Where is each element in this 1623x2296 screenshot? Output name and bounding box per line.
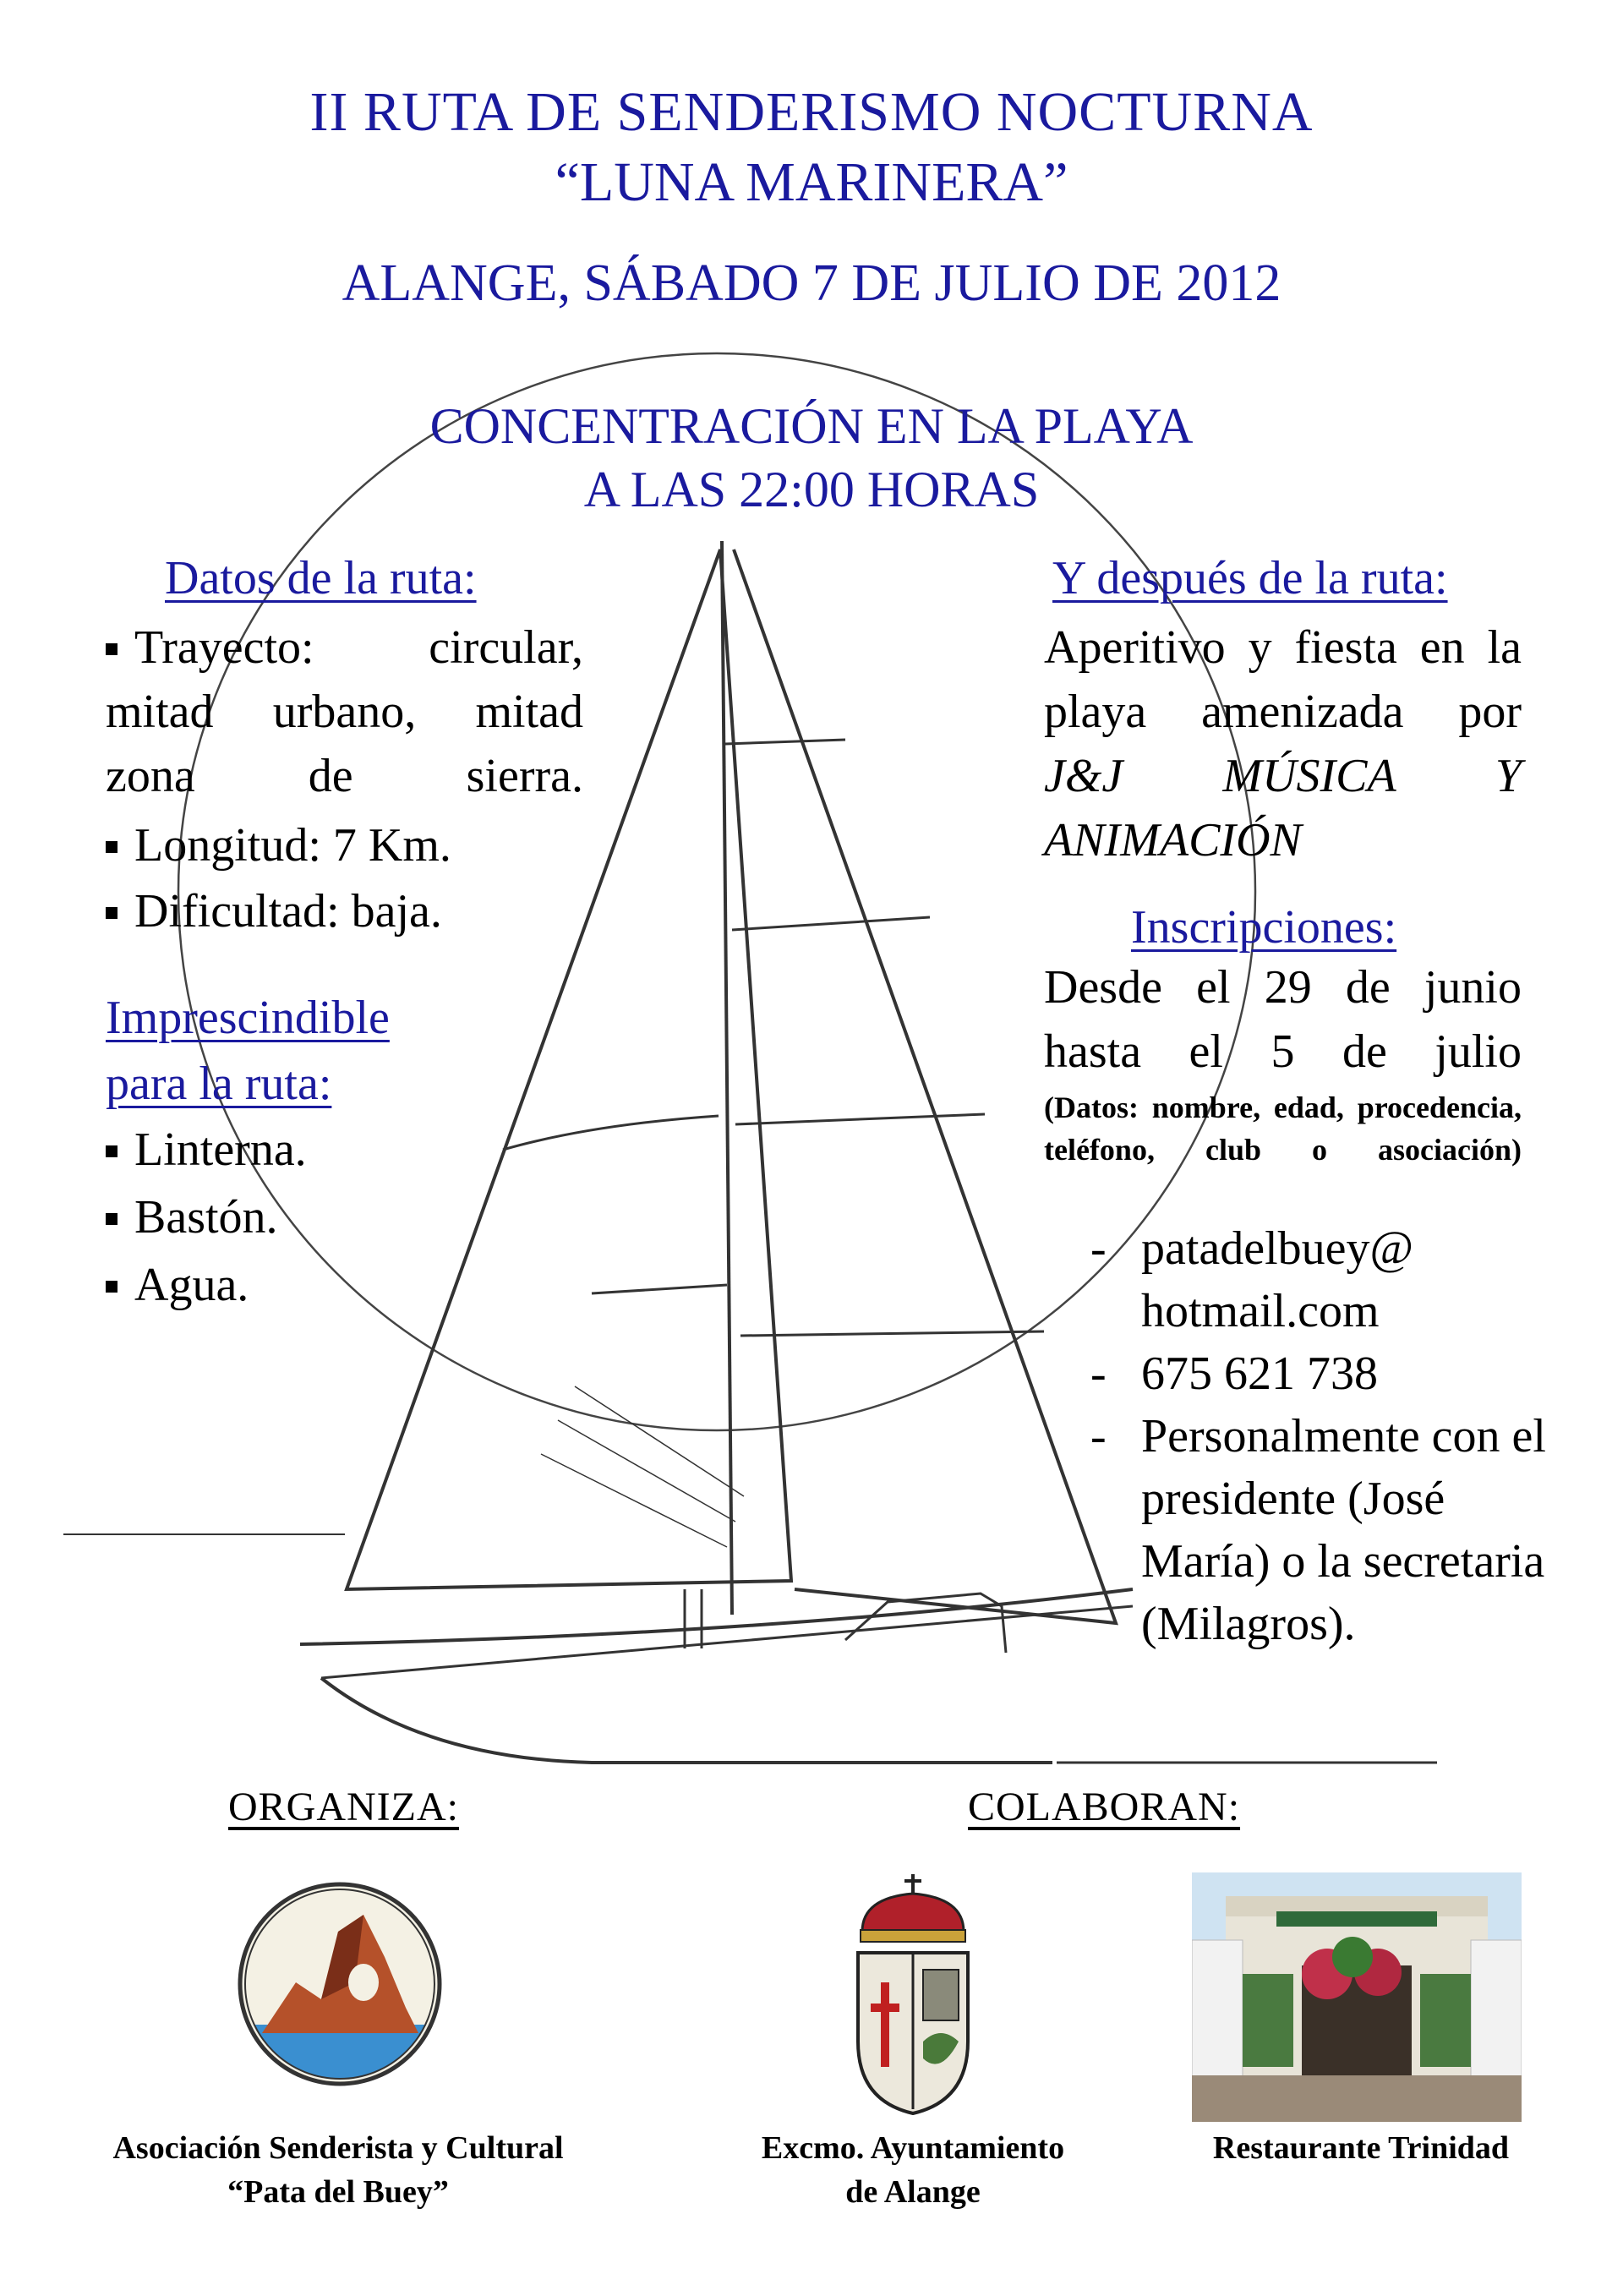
organizer-name: Asociación Senderista y Cultural “Pata del Buey” <box>112 2130 564 2210</box>
route-info-heading: Datos de la ruta: <box>165 552 477 604</box>
registration-dates: Desde el 29 de junio hasta el 5 de julio <box>1044 961 1522 1078</box>
meeting-place: CONCENTRACIÓN EN LA PLAYA <box>429 398 1194 454</box>
contact-phone: - 675 621 738 <box>1090 1348 1378 1400</box>
colaboran-heading: COLABORAN: <box>968 1785 1241 1829</box>
essential-item: Bastón. <box>106 1185 528 1249</box>
essential-item: Agua. <box>106 1253 528 1317</box>
bullet-square <box>106 841 117 853</box>
essentials-heading-2: para la ruta: <box>106 1058 332 1110</box>
restaurant-photo <box>1192 1872 1522 2122</box>
coat-of-arms <box>845 1872 981 2118</box>
bullet-square <box>106 907 117 919</box>
route-dificultad: Dificultad: baja. <box>106 879 613 943</box>
organiza-heading: ORGANIZA: <box>228 1785 459 1829</box>
after-route-heading: Y después de la ruta: <box>1052 552 1448 604</box>
contact-list <box>1090 1217 1547 1655</box>
meeting-time: A LAS 22:00 HORAS <box>583 462 1040 517</box>
bullet-square <box>106 1281 117 1293</box>
bullet-square <box>106 1145 117 1157</box>
contact-email: - patadelbuey@ hotmail.com <box>1090 1222 1414 1337</box>
registration-heading: Inscripciones: <box>1131 901 1397 954</box>
band-name: J&J MÚSICA Y ANIMACIÓN <box>1044 750 1522 866</box>
route-trayecto: Trayecto: circular, mitad urbano, mitad zona de sierra. <box>106 621 583 802</box>
after-route-text: Aperitivo y fiesta en la playa amenizada por J&J MÚSICA Y ANIMACIÓN <box>1044 621 1522 866</box>
essentials-heading: Imprescindible <box>106 992 390 1044</box>
essential-item: Linterna. <box>106 1118 528 1182</box>
contact-in-person: - Personalmente con el presidente (José María) o la secretaria (Milagros). <box>1090 1410 1546 1650</box>
bullet-square <box>106 1213 117 1225</box>
registration-data-note: (Datos: nombre, edad, procedencia, teléfono, club o asociación) <box>1044 1091 1522 1167</box>
poster-title: II RUTA DE SENDERISMO NOCTURNA <box>309 81 1314 143</box>
collaborator-ayuntamiento: Excmo. Ayuntamiento de Alange <box>761 2130 1065 2210</box>
bullet-square <box>106 643 117 655</box>
route-longitud: Longitud: 7 Km. <box>106 813 613 877</box>
event-date: ALANGE, SÁBADO 7 DE JULIO DE 2012 <box>342 254 1281 312</box>
poster-subtitle: “LUNA MARINERA” <box>555 151 1068 213</box>
club-logo <box>237 1881 444 2088</box>
collaborator-restaurant: Restaurante Trinidad <box>1212 2130 1510 2166</box>
